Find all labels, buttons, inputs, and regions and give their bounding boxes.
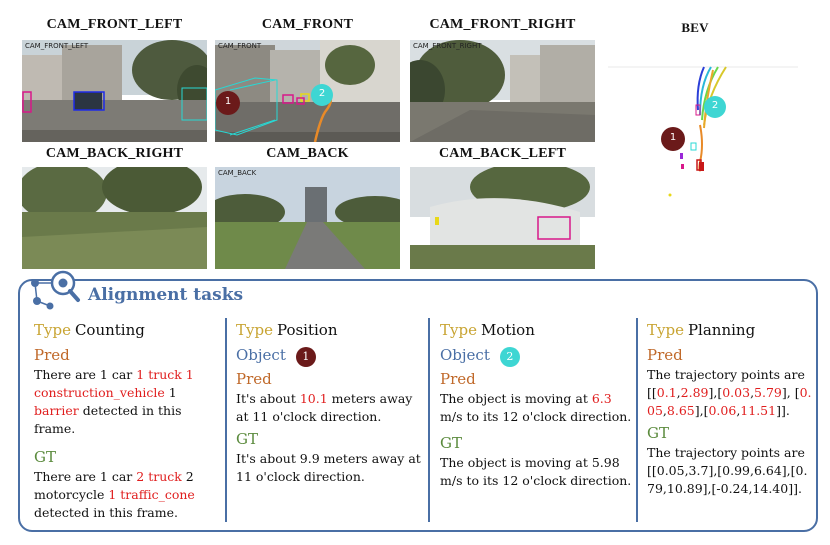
text-segment: 2 motorcycle: [34, 469, 194, 502]
text-segment: The trajectory points are [[0.05,3.7],[0.99,6.64],[0.79,10.89],[-0.24,14.40]].: [647, 445, 808, 496]
divider-2: [428, 318, 430, 522]
text-segment: ],[: [694, 403, 709, 418]
highlighted-text: 1 truck 1 construction_vehicle: [34, 367, 194, 400]
marker-2-front: 2: [318, 88, 326, 99]
text-segment: ,: [676, 385, 681, 400]
position-column: [236, 318, 421, 486]
text-segment: It's about 9.9 meters away at 11 o'clock direction.: [236, 451, 421, 484]
gt-label: GT: [440, 434, 462, 452]
pred-label: Pred: [647, 346, 683, 364]
text-segment: detected in this frame.: [34, 505, 178, 520]
cam-front-title: CAM_FRONT: [261, 17, 354, 32]
text-segment: ]].: [776, 403, 790, 418]
highlighted-text: 8.65: [666, 403, 695, 418]
marker-2-bev: 2: [711, 100, 719, 111]
highlighted-text: 10.1: [299, 391, 328, 406]
cam-back-image: [215, 167, 400, 269]
cam-front-right-title: CAM_FRONT_RIGHT: [429, 17, 576, 32]
object-label: Object: [236, 346, 286, 364]
gt-label: GT: [236, 430, 258, 448]
pred-label: Pred: [236, 370, 272, 388]
type-label: Type: [647, 321, 684, 339]
type-label: Type: [236, 321, 273, 339]
cam-back-tag: CAM_BACK: [218, 169, 257, 177]
cam-back-title: CAM_BACK: [266, 146, 349, 161]
counting-gt-text: [34, 468, 214, 522]
cam-front-left-image: [22, 40, 207, 142]
bev-image: [608, 40, 798, 265]
highlighted-text: 0.06: [708, 403, 737, 418]
marker-1-front: 1: [224, 96, 232, 107]
planning-column: [647, 318, 812, 498]
divider-3: [636, 318, 638, 522]
type-label: Type: [440, 321, 477, 339]
counting-type-value: Counting: [74, 321, 145, 339]
divider-1: [225, 318, 227, 522]
text-segment: ], [: [781, 385, 800, 400]
highlighted-text: 5.79: [754, 385, 782, 400]
motion-column: [440, 318, 635, 490]
text-segment: ,: [736, 403, 741, 418]
highlighted-text: 11.51: [740, 403, 777, 418]
text-segment: ],[: [708, 385, 723, 400]
text-segment: 1: [164, 385, 177, 400]
counting-column: [34, 318, 224, 522]
bev-title: BEV: [681, 20, 709, 35]
text-segment: m/s to its 12 o'clock direction.: [440, 409, 632, 424]
cam-front-left-tag: CAM_FRONT_LEFT: [25, 42, 89, 50]
cam-back-left-image: [410, 167, 595, 269]
gt-label: GT: [647, 424, 669, 442]
cam-back-right-image: [22, 167, 207, 269]
position-type-value: Position: [276, 321, 338, 339]
cam-back-left-title: CAM_BACK_LEFT: [438, 146, 567, 161]
text-segment: There are 1 car: [34, 367, 137, 382]
object-2-badge: 2: [500, 347, 520, 367]
highlighted-text: 1 traffic_cone: [108, 487, 195, 502]
motion-pred-text: [440, 390, 635, 426]
text-segment: It's about: [236, 391, 300, 406]
text-segment: The object is moving at 5.98 m/s to its 12 o'clock direction.: [440, 455, 632, 488]
position-pred-text: [236, 390, 421, 426]
object-label: Object: [440, 346, 490, 364]
cam-front-left-title: CAM_FRONT_LEFT: [46, 17, 183, 32]
highlighted-text: 6.3: [591, 391, 612, 406]
text-segment: meters away at 11 o'clock direction.: [236, 391, 413, 424]
motion-gt-text: [440, 454, 635, 490]
position-gt-text: [236, 450, 421, 486]
cam-front-image: [215, 40, 400, 142]
pred-label: Pred: [440, 370, 476, 388]
cam-front-right-tag: CAM_FRONT_RIGHT: [413, 42, 482, 50]
text-segment: The object is moving at: [440, 391, 592, 406]
object-1-badge: 1: [296, 347, 316, 367]
counting-pred-text: [34, 366, 224, 438]
text-segment: There are 1 car: [34, 469, 137, 484]
planning-pred-text: [647, 366, 812, 420]
pred-label: Pred: [34, 346, 70, 364]
highlighted-text: 2 truck: [136, 469, 182, 484]
text-segment: ,: [750, 385, 755, 400]
marker-1-bev: 1: [669, 132, 677, 143]
highlighted-text: 0.1: [656, 385, 677, 400]
cam-front-tag: CAM_FRONT: [218, 42, 262, 50]
motion-type-value: Motion: [480, 321, 535, 339]
cam-front-right-image: [410, 40, 595, 142]
alignment-title: Alignment tasks: [88, 285, 244, 305]
highlighted-text: 0.03: [722, 385, 751, 400]
planning-type-value: Planning: [687, 321, 756, 339]
highlighted-text: 0.05: [647, 385, 812, 418]
text-segment: ,: [662, 403, 667, 418]
text-segment: detected in this frame.: [34, 403, 182, 436]
text-segment: The trajectory points are [[: [647, 367, 805, 400]
highlighted-text: 2.89: [680, 385, 709, 400]
alignment-icon: [26, 268, 84, 310]
highlighted-text: barrier: [34, 403, 79, 418]
type-label: Type: [34, 321, 71, 339]
planning-gt-text: [647, 444, 812, 498]
gt-label: GT: [34, 448, 56, 466]
cam-back-right-title: CAM_BACK_RIGHT: [45, 146, 184, 161]
